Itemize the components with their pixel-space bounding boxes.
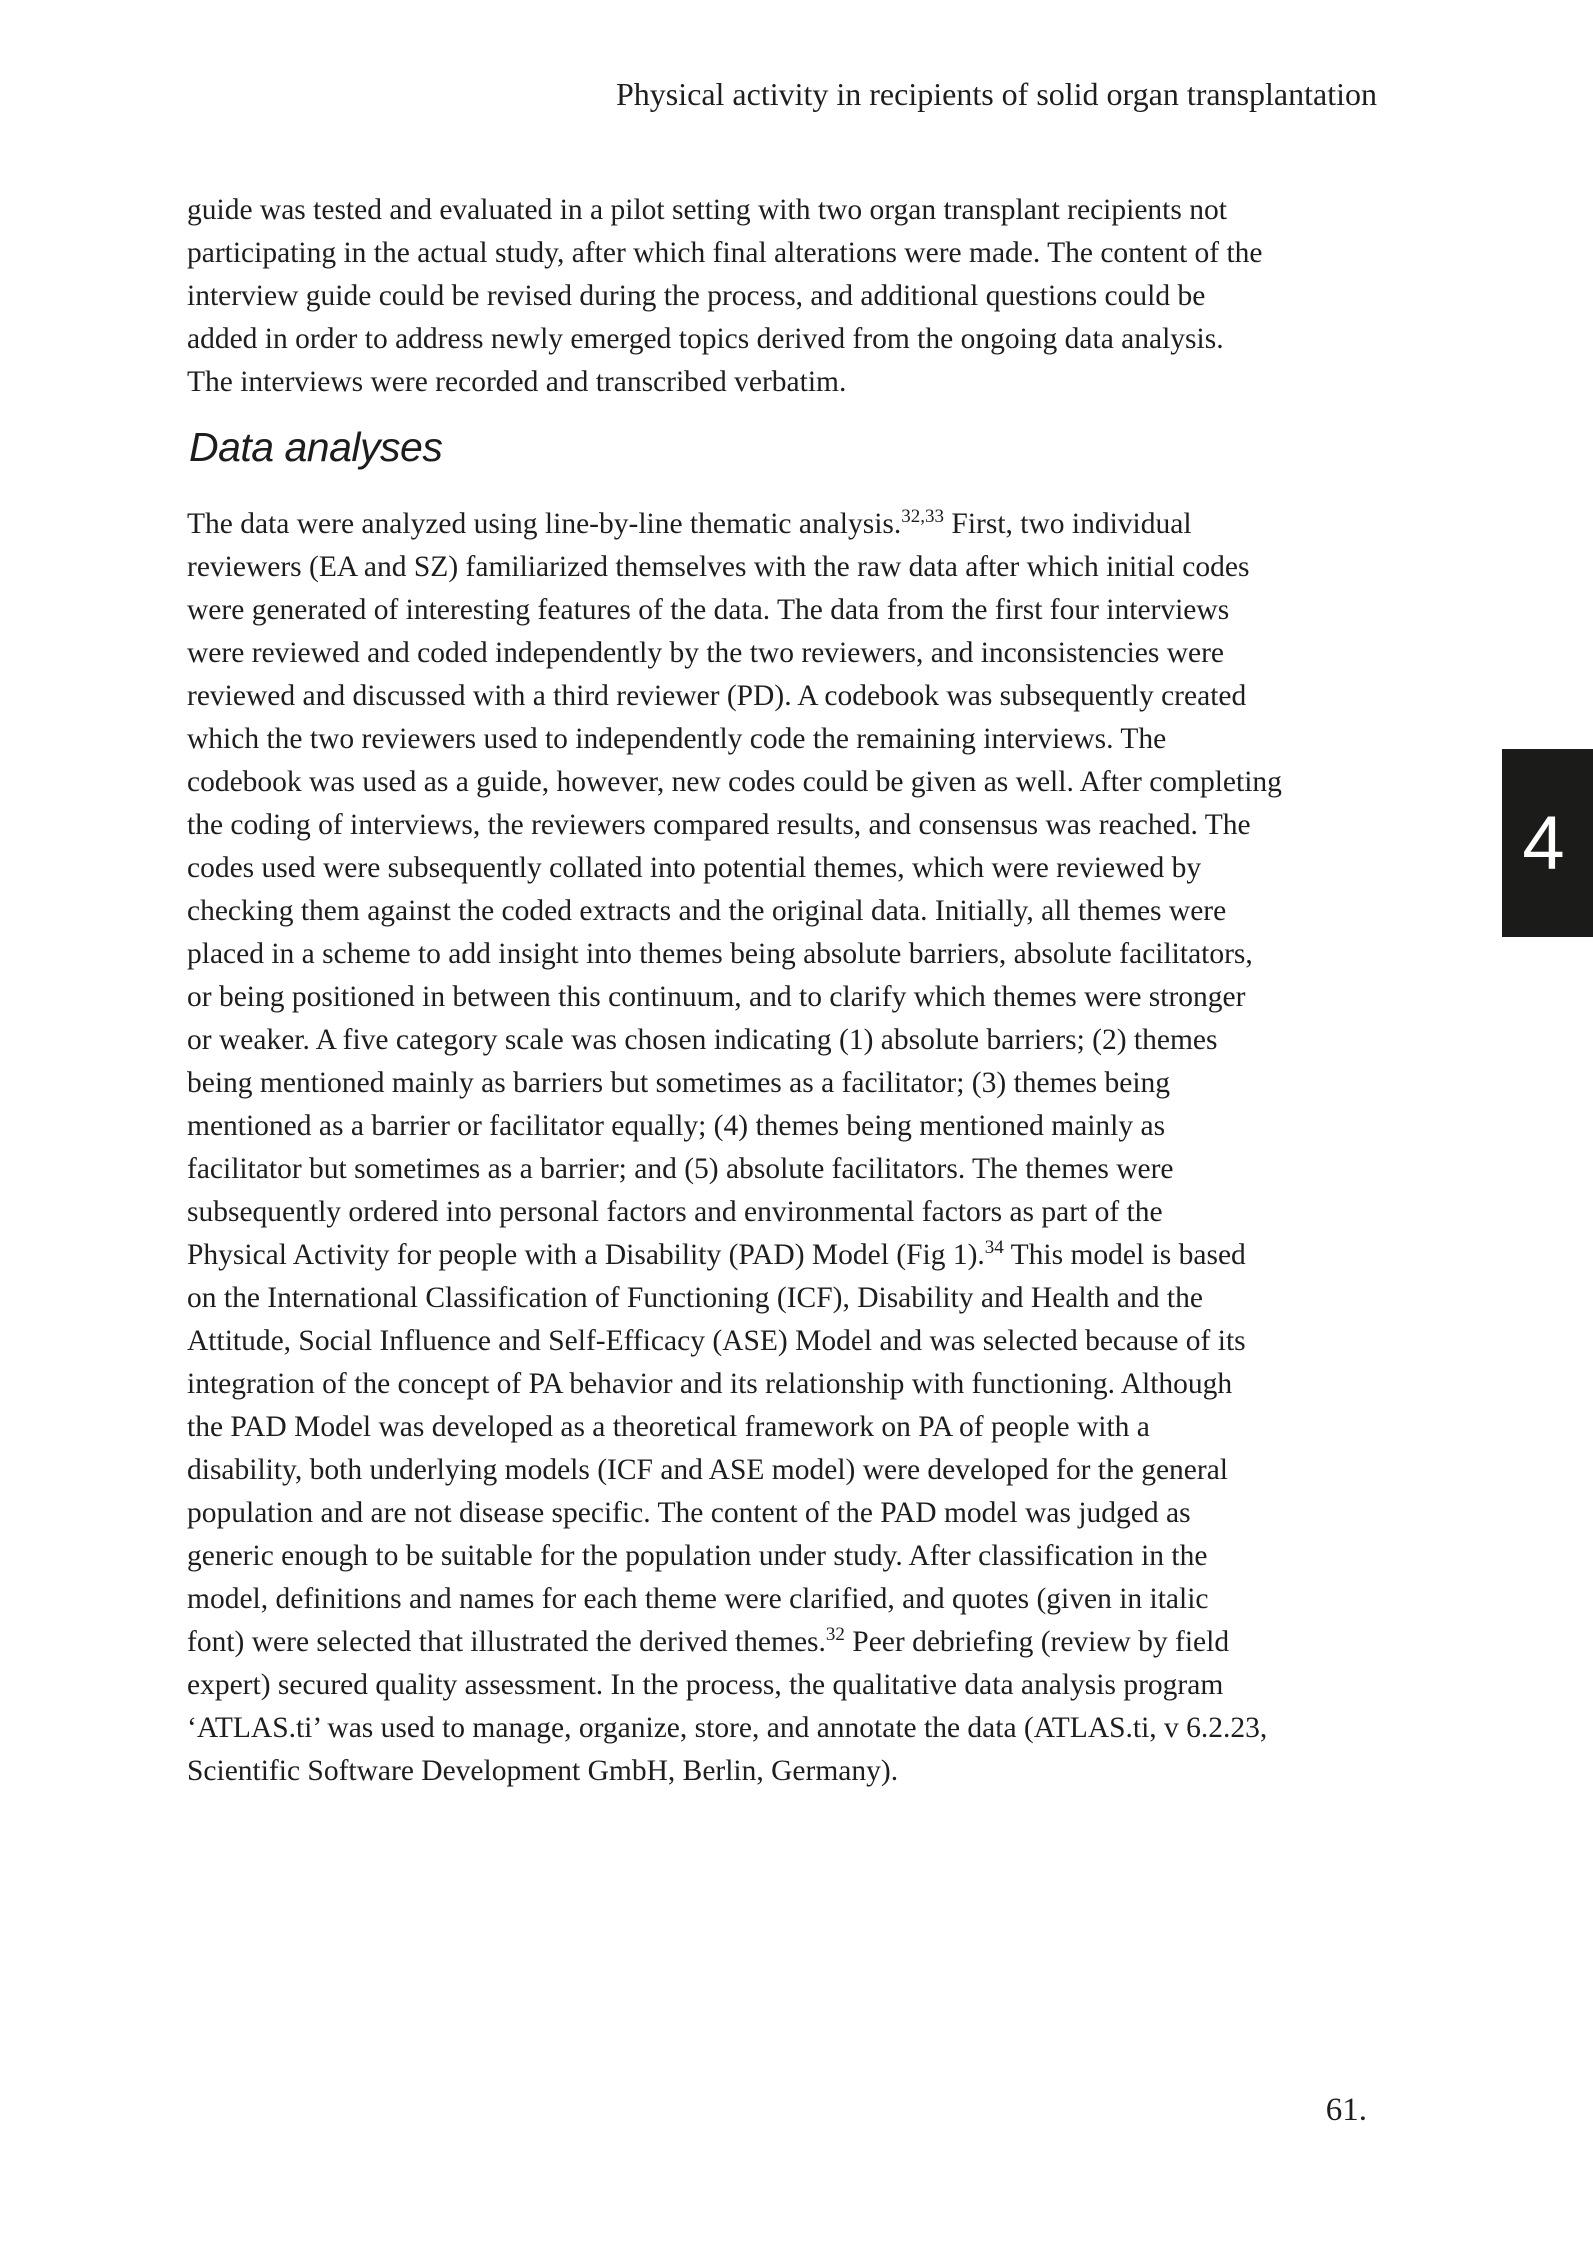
text-line xyxy=(187,189,1401,232)
text-line xyxy=(187,1406,1401,1449)
text-line xyxy=(187,1535,1401,1578)
text-line xyxy=(187,1750,1401,1793)
text-segment: Attitude, Social Influence and Self-Efficacy (ASE) Model and was selected because of its xyxy=(187,1325,1246,1357)
text-segment: which the two reviewers used to independently code the remaining interviews. The xyxy=(187,723,1167,755)
text-segment: codes used were subsequently collated into potential themes, which were reviewed by xyxy=(187,852,1202,884)
text-segment: added in order to address newly emerged topics derived from the ongoing data analysis. xyxy=(187,323,1224,355)
text-line xyxy=(187,1363,1401,1406)
chapter-number: 4 xyxy=(1522,800,1565,886)
text-segment: This model is based xyxy=(1003,1239,1246,1271)
text-line xyxy=(187,718,1401,761)
text-line xyxy=(187,589,1401,632)
text-line xyxy=(187,1449,1401,1492)
text-segment: expert) secured quality assessment. In the process, the qualitative data analysis program xyxy=(187,1669,1224,1701)
text-segment: generic enough to be suitable for the population under study. After classification in the xyxy=(187,1540,1208,1572)
text-line xyxy=(187,1148,1401,1191)
data-analyses-paragraph xyxy=(187,503,1401,1793)
text-segment: The interviews were recorded and transcribed verbatim. xyxy=(187,366,847,398)
reference-superscript: 34 xyxy=(984,1237,1004,1258)
text-segment: The data were analyzed using line-by-line thematic analysis. xyxy=(187,508,902,540)
text-line xyxy=(187,1105,1401,1148)
text-segment: disability, both underlying models (ICF and ASE model) were developed for the general xyxy=(187,1454,1228,1486)
text-segment: Physical Activity for people with a Disability (PAD) Model (Fig 1). xyxy=(187,1239,985,1271)
text-line xyxy=(187,1320,1401,1363)
text-line xyxy=(187,1707,1401,1750)
text-line xyxy=(187,318,1401,361)
text-segment: or being positioned in between this continuum, and to clarify which themes were stronger xyxy=(187,981,1246,1013)
text-segment: reviewers (EA and SZ) familiarized themselves with the raw data after which initial codes xyxy=(187,551,1250,583)
text-line xyxy=(187,1664,1401,1707)
text-segment: participating in the actual study, after which final alterations were made. The content of the xyxy=(187,237,1263,269)
text-segment: checking them against the coded extracts and the original data. Initially, all themes were xyxy=(187,895,1227,927)
text-segment: mentioned as a barrier or facilitator equally; (4) themes being mentioned mainly as xyxy=(187,1110,1166,1142)
text-line xyxy=(187,761,1401,804)
text-line xyxy=(187,890,1401,933)
text-segment: the coding of interviews, the reviewers compared results, and consensus was reached. The xyxy=(187,809,1251,841)
text-line xyxy=(187,546,1401,589)
text-segment: on the International Classification of Functioning (ICF), Disability and Health and the xyxy=(187,1282,1203,1314)
text-line xyxy=(187,275,1401,318)
text-line xyxy=(187,675,1401,718)
text-line xyxy=(187,1277,1401,1320)
text-segment: model, definitions and names for each theme were clarified, and quotes (given in italic xyxy=(187,1583,1209,1615)
text-segment: Peer debriefing (review by field xyxy=(844,1626,1230,1658)
intro-paragraph xyxy=(187,189,1401,404)
text-line xyxy=(187,847,1401,890)
text-line xyxy=(187,933,1401,976)
text-line xyxy=(187,804,1401,847)
text-line xyxy=(187,1191,1401,1234)
text-segment: placed in a scheme to add insight into themes being absolute barriers, absolute facilitators, xyxy=(187,938,1253,970)
text-segment: guide was tested and evaluated in a pilot setting with two organ transplant recipients not xyxy=(187,194,1227,226)
reference-superscript: 32 xyxy=(825,1624,845,1645)
text-segment: or weaker. A five category scale was chosen indicating (1) absolute barriers; (2) themes xyxy=(187,1024,1218,1056)
text-segment: facilitator but sometimes as a barrier; and (5) absolute facilitators. The themes were xyxy=(187,1153,1174,1185)
text-line xyxy=(187,503,1401,546)
text-segment: Scientific Software Development GmbH, Berlin, Germany). xyxy=(187,1755,899,1787)
text-segment: subsequently ordered into personal factors and environmental factors as part of the xyxy=(187,1196,1163,1228)
reference-superscript: 32,33 xyxy=(901,506,945,527)
text-line xyxy=(187,976,1401,1019)
text-line xyxy=(187,232,1401,275)
text-segment: interview guide could be revised during the process, and additional questions could be xyxy=(187,280,1206,312)
running-header-title: Physical activity in recipients of solid organ transplantation xyxy=(615,76,1377,112)
text-line xyxy=(187,1578,1401,1621)
text-segment: integration of the concept of PA behavior and its relationship with functioning. Although xyxy=(187,1368,1233,1400)
text-line xyxy=(187,361,1401,404)
page-number: 61. xyxy=(1325,2092,1367,2128)
text-segment: being mentioned mainly as barriers but sometimes as a facilitator; (3) themes being xyxy=(187,1067,1171,1099)
text-line xyxy=(187,1492,1401,1535)
section-heading-data-analyses: Data analyses xyxy=(189,424,443,470)
text-line xyxy=(187,1019,1401,1062)
text-line xyxy=(187,1234,1401,1277)
text-line xyxy=(187,1621,1401,1664)
chapter-tab xyxy=(1502,749,1593,937)
text-segment: font) were selected that illustrated the derived themes. xyxy=(187,1626,826,1658)
text-segment: ‘ATLAS.ti’ was used to manage, organize, store, and annotate the data (ATLAS.ti, v 6.2.23, xyxy=(187,1712,1268,1744)
text-segment: were reviewed and coded independently by the two reviewers, and inconsistencies were xyxy=(187,637,1225,669)
text-segment: population and are not disease specific. The content of the PAD model was judged as xyxy=(187,1497,1191,1529)
text-segment: were generated of interesting features of the data. The data from the first four interviews xyxy=(187,594,1230,626)
text-segment: reviewed and discussed with a third reviewer (PD). A codebook was subsequently created xyxy=(187,680,1247,712)
text-segment: First, two individual xyxy=(944,508,1192,540)
text-segment: the PAD Model was developed as a theoretical framework on PA of people with a xyxy=(187,1411,1150,1443)
text-segment: codebook was used as a guide, however, new codes could be given as well. After completing xyxy=(187,766,1282,798)
text-line xyxy=(187,1062,1401,1105)
text-line xyxy=(187,632,1401,675)
